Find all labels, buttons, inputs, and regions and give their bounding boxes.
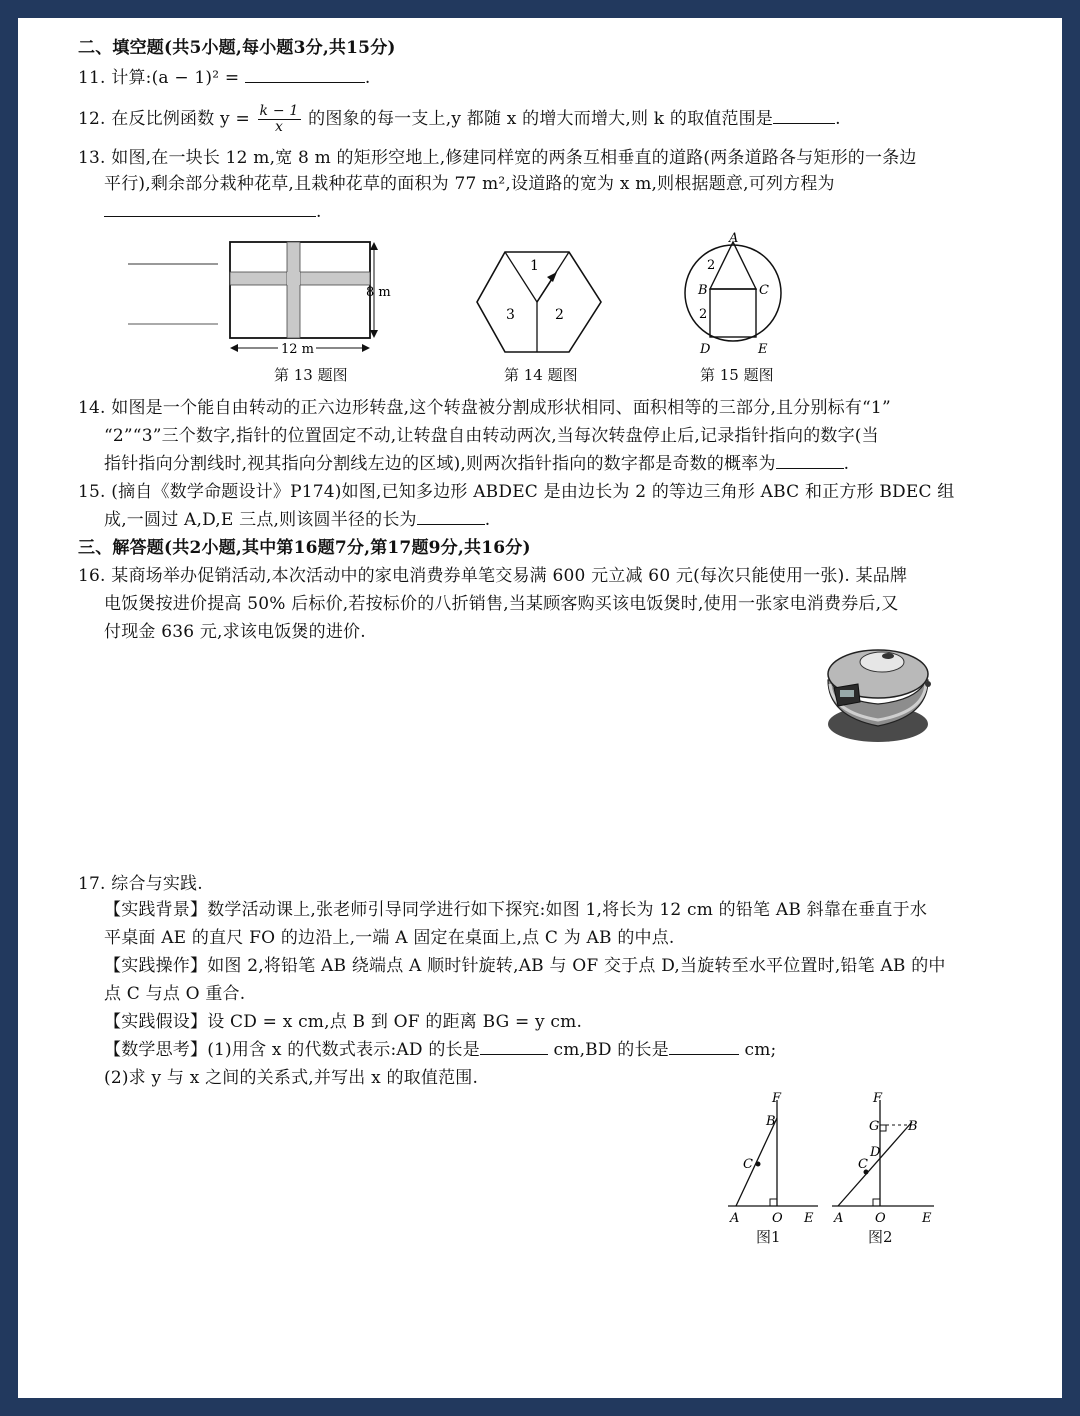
figure-15 bbox=[680, 228, 790, 360]
q14-line-3 bbox=[104, 452, 849, 476]
q12-numerator: k − 1 bbox=[259, 103, 299, 119]
q17-background-line-1: 【实践背景】数学活动课上,张老师引导同学进行如下探究:如图 1,将长为 12 cm 的铅笔 AB 斜靠在垂直于水 bbox=[104, 900, 928, 920]
fig13-road-cross bbox=[287, 272, 300, 285]
fig17-2-label-c: C bbox=[858, 1157, 868, 1172]
q16-line-3: 付现金 636 元,求该电饭煲的进价. bbox=[104, 622, 366, 642]
fig17-2-caption: 图2 bbox=[868, 1228, 893, 1246]
q14-line-2: “2”“3”三个数字,指针的位置固定不动,让转盘自由转动两次,当每次转盘停止后,记录指针指向的数字(当 bbox=[104, 426, 879, 446]
q17-operation-line-1: 【实践操作】如图 2,将铅笔 AB 绕端点 A 顺时针旋转,AB 与 OF 交于点 D,当旋转至水平位置时,铅笔 AB 的中 bbox=[104, 956, 946, 976]
fig17-2-label-o: O bbox=[875, 1211, 886, 1222]
q15-line-2-text: 成,一圆过 A,D,E 三点,则该圆半径的长为 bbox=[104, 510, 417, 530]
fig15-point-e: E bbox=[758, 342, 768, 357]
q13-answer-line bbox=[104, 200, 322, 224]
fig17-2-label-g: G bbox=[869, 1119, 880, 1134]
question-12 bbox=[78, 104, 841, 135]
q16-line-1: 16. 某商场举办促销活动,本次活动中的家电消费券单笔交易满 600 元立减 60 元(每次只能使用一张). 某品牌 bbox=[78, 566, 908, 586]
fig15-point-b: B bbox=[698, 283, 708, 298]
q12-fraction bbox=[258, 104, 301, 135]
q14-suffix: . bbox=[843, 454, 850, 474]
q13-answer-blank[interactable] bbox=[104, 200, 316, 217]
question-11 bbox=[78, 66, 371, 90]
fig17-2-label-e: E bbox=[922, 1211, 932, 1222]
q17-think-text-b: cm,BD 的长是 bbox=[553, 1040, 669, 1060]
q17-background-line-2: 平桌面 AE 的直尺 FO 的边沿上,一端 A 固定在桌面上,点 C 为 AB 的中点. bbox=[104, 928, 675, 948]
q16-line-2: 电饭煲按进价提高 50% 后标价,若按标价的八折销售,当某顾客购买该电饭煲时,使用一张家电消费券后,又 bbox=[104, 594, 899, 614]
q17-ad-answer-blank[interactable] bbox=[480, 1038, 548, 1055]
fig17-2-label-d: D bbox=[870, 1145, 881, 1160]
q17-thinking-part-1 bbox=[104, 1038, 776, 1062]
q12-middle: 的图象的每一支上,y 都随 x 的增大而增大,则 k 的取值范围是 bbox=[308, 109, 774, 129]
fig15-triangle bbox=[710, 242, 756, 289]
q17-hypothesis: 【实践假设】设 CD = x cm,点 B 到 OF 的距离 BG = y cm. bbox=[104, 1012, 583, 1032]
fig15-square bbox=[710, 289, 756, 337]
rice-cooker-illustration bbox=[818, 640, 938, 748]
fig17-1-label-a: A bbox=[730, 1211, 740, 1222]
figure-17-2 bbox=[826, 1088, 938, 1222]
fig17-1-right-angle bbox=[770, 1199, 777, 1206]
q13-line-2: 平行),剩余部分栽种花草,且栽种花草的面积为 77 m²,设道路的宽为 x m,则根据题意,可列方程为 bbox=[104, 174, 835, 194]
fig13-width-label: 8 m bbox=[366, 285, 391, 300]
fig15-point-a: A bbox=[729, 231, 739, 246]
q12-suffix: . bbox=[835, 109, 841, 129]
q15-answer-blank[interactable] bbox=[417, 508, 485, 525]
fig14-hexagon bbox=[477, 252, 601, 352]
fig13-length-label: 12 m bbox=[281, 342, 315, 357]
fig17-1-label-e: E bbox=[804, 1211, 814, 1222]
q13-suffix: . bbox=[316, 202, 322, 222]
fig15-point-c: C bbox=[759, 283, 769, 298]
q14-line-3-text: 指针指向分割线时,视其指向分割线左边的区域),则两次指针指向的数字都是奇数的概率为 bbox=[104, 454, 776, 474]
fig14-label-2: 2 bbox=[555, 307, 564, 323]
fig17-2-right-angle-g bbox=[880, 1125, 886, 1131]
fig17-2-label-b: B bbox=[908, 1119, 918, 1134]
cooker-lid-top bbox=[860, 652, 904, 672]
fig15-caption: 第 15 题图 bbox=[700, 366, 774, 384]
q12-prefix: 12. 在反比例函数 y = bbox=[78, 109, 250, 129]
q14-answer-blank[interactable] bbox=[776, 452, 844, 469]
fig17-2-label-f: F bbox=[873, 1091, 883, 1106]
q11-suffix: . bbox=[364, 68, 371, 88]
fig17-1-label-o: O bbox=[772, 1211, 783, 1222]
fig15-side-bd: 2 bbox=[699, 307, 708, 322]
figure-17-1 bbox=[722, 1088, 822, 1222]
fig14-label-3: 3 bbox=[506, 307, 515, 323]
figure-14 bbox=[474, 240, 604, 360]
fig17-1-label-f: F bbox=[772, 1091, 782, 1106]
q17-bd-answer-blank[interactable] bbox=[669, 1038, 739, 1055]
section-2-title: 二、填空题(共5小题,每小题3分,共15分) bbox=[78, 38, 396, 58]
fig17-2-right-angle bbox=[873, 1199, 880, 1206]
q17-think-text-c: cm; bbox=[744, 1040, 777, 1060]
q11-answer-blank[interactable] bbox=[245, 66, 365, 83]
q14-line-1: 14. 如图是一个能自由转动的正六边形转盘,这个转盘被分割成形状相同、面积相等的三部分,且分别标有“1” bbox=[78, 398, 891, 418]
fig13-vertical-road bbox=[287, 242, 300, 338]
q12-answer-blank[interactable] bbox=[773, 107, 835, 124]
q15-line-2 bbox=[104, 508, 490, 532]
fig15-point-d: D bbox=[700, 342, 711, 357]
fig14-label-1: 1 bbox=[530, 258, 539, 274]
fig17-1-label-c: C bbox=[743, 1157, 753, 1172]
q17-think-text-a: 【数学思考】(1)用含 x 的代数式表示:AD 的长是 bbox=[104, 1040, 480, 1060]
fig17-1-caption: 图1 bbox=[756, 1228, 781, 1246]
section-3-title: 三、解答题(共2小题,其中第16题7分,第17题9分,共16分) bbox=[78, 538, 531, 558]
fig15-side-ab: 2 bbox=[707, 258, 716, 273]
cooker-handle bbox=[925, 681, 931, 687]
fig17-1-label-b: B bbox=[766, 1114, 776, 1129]
q15-line-1: 15. (摘自《数学命题设计》P174)如图,已知多边形 ABDEC 是由边长为 2 的等边三角形 ABC 和正方形 BDEC 组 bbox=[78, 482, 955, 502]
fig14-caption: 第 14 题图 bbox=[504, 366, 578, 384]
cooker-display bbox=[840, 690, 854, 697]
q17-title: 17. 综合与实践. bbox=[78, 874, 203, 894]
q12-denominator: x bbox=[274, 119, 284, 135]
q17-thinking-part-2: (2)求 y 与 x 之间的关系式,并写出 x 的取值范围. bbox=[104, 1068, 479, 1088]
q13-line-1: 13. 如图,在一块长 12 m,宽 8 m 的矩形空地上,修建同样宽的两条互相垂直的道路(两条道路各与矩形的一条边 bbox=[78, 148, 917, 168]
fig13-caption: 第 13 题图 bbox=[274, 366, 348, 384]
fig17-2-pencil bbox=[838, 1122, 912, 1206]
fig17-1-point-c-dot bbox=[756, 1162, 761, 1167]
q11-text: 11. 计算:(a − 1)² = bbox=[78, 68, 240, 88]
q15-suffix: . bbox=[484, 510, 491, 530]
cooker-steam-vent bbox=[882, 653, 894, 659]
figure-13 bbox=[120, 228, 420, 368]
q17-operation-line-2: 点 C 与点 O 重合. bbox=[104, 984, 246, 1004]
fig17-2-label-a: A bbox=[834, 1211, 844, 1222]
